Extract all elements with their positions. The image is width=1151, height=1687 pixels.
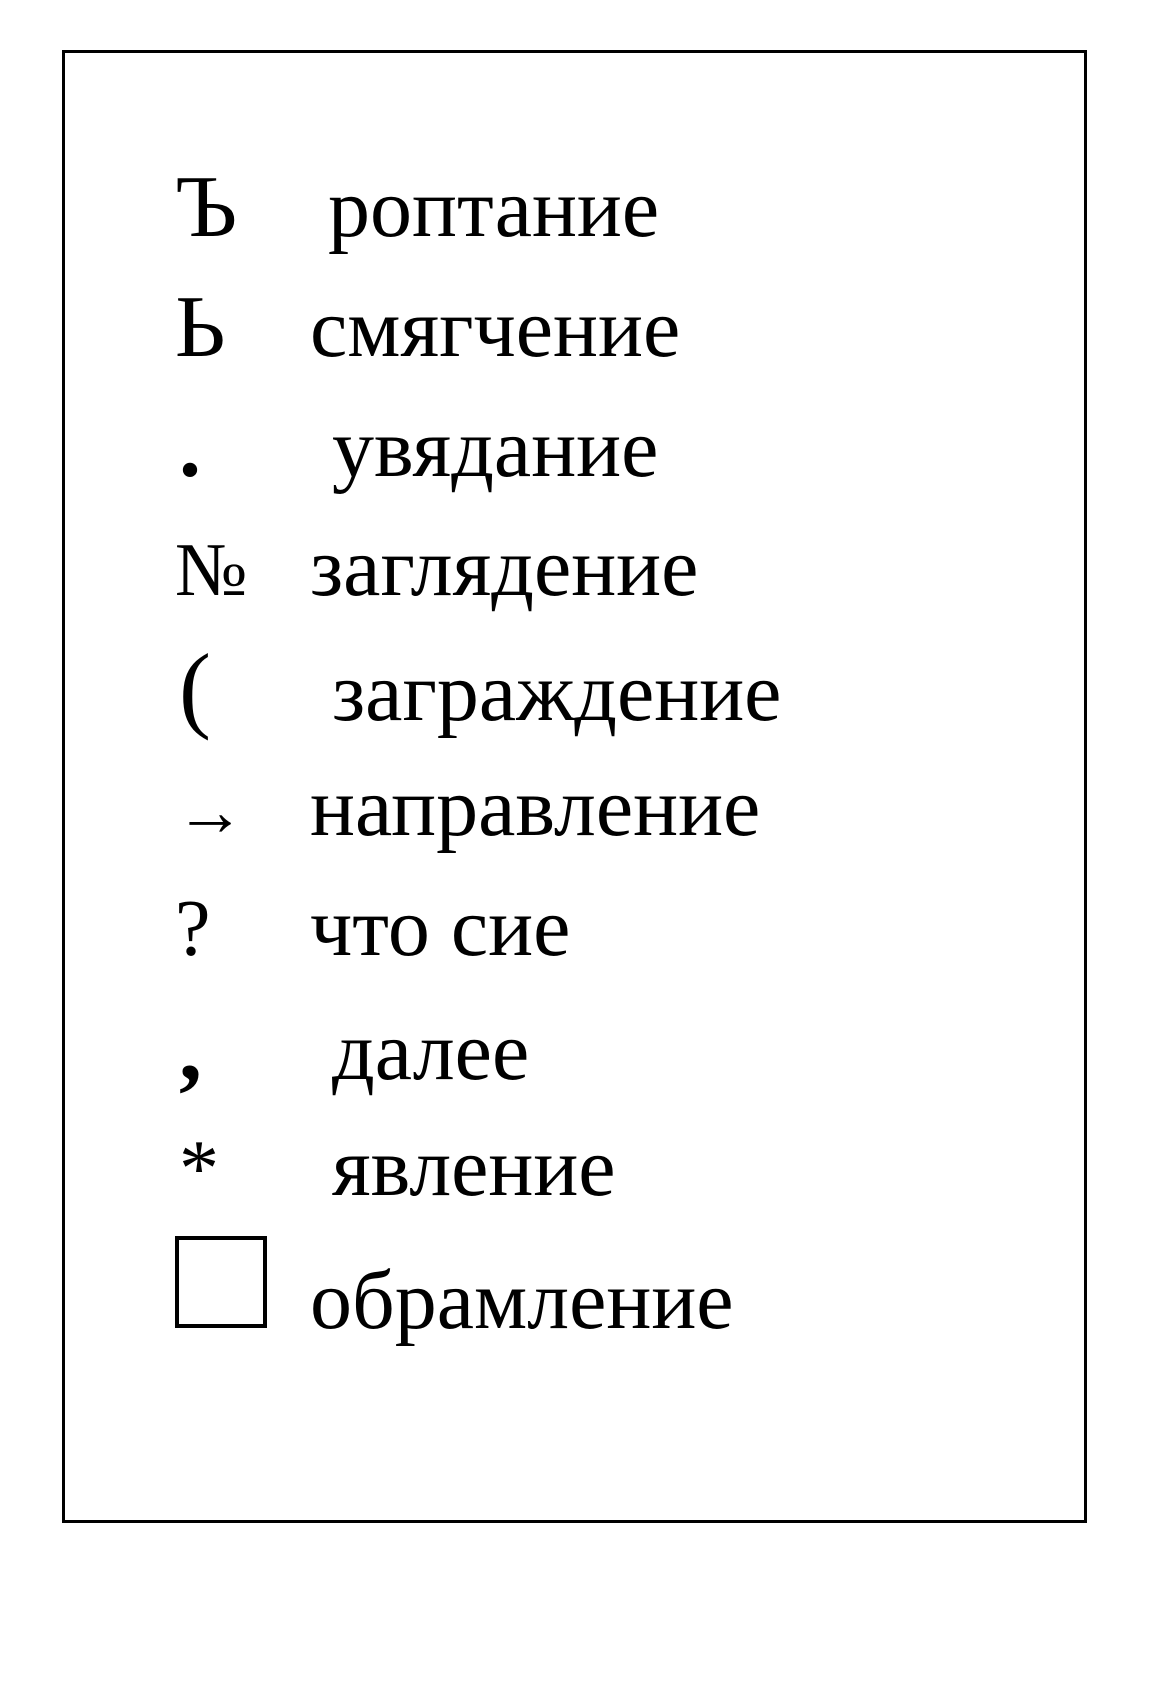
list-item [175,868,1055,988]
list-item [175,268,1055,388]
question-mark-icon: ? [175,885,211,973]
list-item-label: далее [332,1005,530,1098]
list-item-label: явление [332,1121,616,1214]
right-arrow-icon: → [175,774,245,851]
list-item-label: заграждение [332,646,782,739]
document-page-frame [62,50,1087,1523]
list-item-label: направление [310,761,761,854]
list-item [175,388,1055,508]
list-item-label: увядание [332,402,659,495]
list-item-label: смягчение [310,282,681,375]
soft-sign-icon: Ь [175,279,226,376]
list-item [175,508,1055,628]
left-parenthesis-icon: ( [179,634,211,741]
numero-sign-icon: № [175,528,248,612]
list-item [175,748,1055,868]
hard-sign-icon: Ъ [175,159,238,256]
list-item [175,1228,1055,1348]
asterisk-icon: * [179,1125,219,1213]
list-item-label: что сие [310,881,571,974]
list-item [175,988,1055,1108]
list-item-label: заглядение [310,521,699,614]
list-item-label: обрамление [310,1254,734,1347]
symbol-legend-list [175,148,1055,1348]
list-item [175,628,1055,748]
period-icon: . [179,399,201,496]
list-item-label: роптание [328,162,660,255]
comma-icon: , [179,997,202,1099]
list-item [175,1108,1055,1228]
list-item [175,148,1055,268]
square-box-icon [175,1228,310,1328]
